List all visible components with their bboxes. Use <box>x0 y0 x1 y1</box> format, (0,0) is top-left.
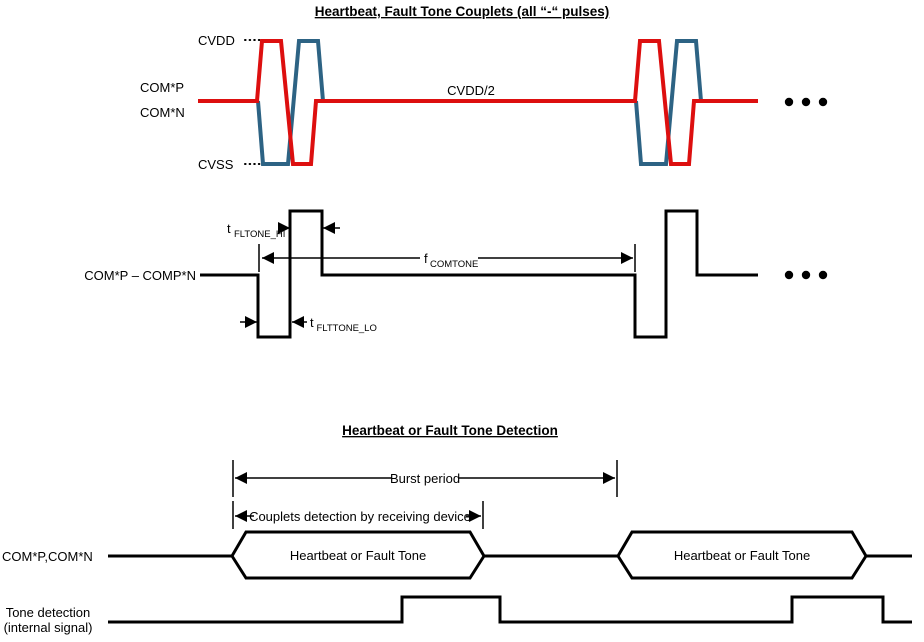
f-comtone-annotation <box>259 244 635 272</box>
burst-period-annotation <box>233 460 617 497</box>
com-p-label: COM*P <box>140 80 185 95</box>
f-comtone-sub: COMTONE <box>430 259 479 270</box>
tone-burst-2-label: Heartbeat or Fault Tone <box>673 548 811 563</box>
couplets-detection-annotation <box>233 501 483 529</box>
f-comtone-base: f <box>424 251 428 266</box>
t-flttone-lo-annotation <box>240 315 377 334</box>
cvdd2-midline-label: CVDD/2 <box>447 83 495 98</box>
couplets-title: Heartbeat, Fault Tone Couplets (all “-“ pulses) <box>314 4 610 19</box>
differential-ellipsis <box>785 271 827 279</box>
couplets-detection-label: Couplets detection by receiving device <box>249 509 471 524</box>
tone-detection-trace <box>108 597 912 622</box>
tone-burst-1-label: Heartbeat or Fault Tone <box>289 548 427 563</box>
burst-period-label: Burst period <box>389 471 461 486</box>
tone-detection-label-line1: Tone detection <box>5 605 91 620</box>
tone-detection-label-line2: (internal signal) <box>3 620 93 635</box>
detection-section <box>2 423 912 635</box>
bus-signal-label: COM*P,COM*N <box>2 549 93 564</box>
couplets-ellipsis <box>785 98 827 106</box>
t-fltone-hi-base: t <box>227 221 231 236</box>
t-fltone-hi-sub: FLTONE_HI <box>234 229 286 240</box>
t-flttone-lo-base: t <box>310 315 314 330</box>
detection-title: Heartbeat or Fault Tone Detection <box>342 423 558 438</box>
t-flttone-lo-sub: FLTTONE_LO <box>316 323 377 334</box>
differential-signal-label: COM*P – COMP*N <box>84 268 196 283</box>
cvss-level-label: CVSS <box>198 157 234 172</box>
com-n-label: COM*N <box>140 105 185 120</box>
cvdd-level-label: CVDD <box>198 33 235 48</box>
couplets-section <box>140 4 827 172</box>
differential-section <box>84 211 827 337</box>
